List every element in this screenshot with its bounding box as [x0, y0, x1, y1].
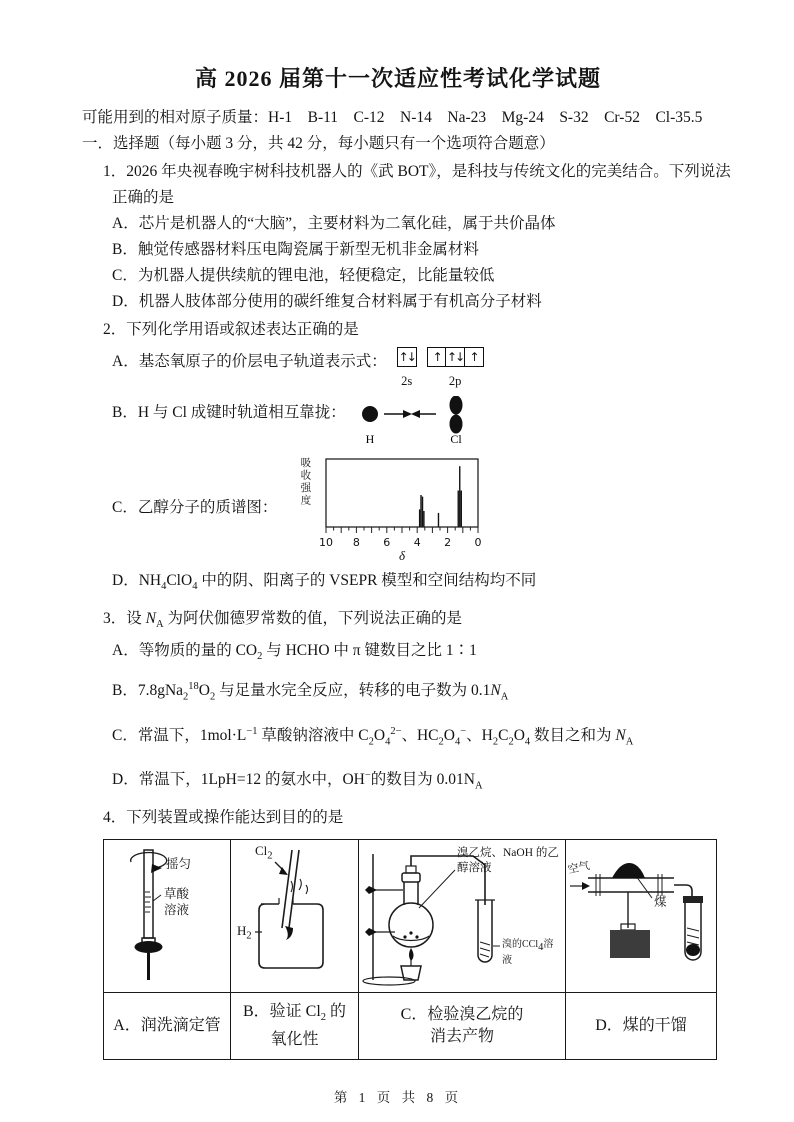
question-3-option-c: C．常温下，$1mol\cdot L^{-1}$ 草酸钠溶液中 $C_2O_4^{2-}$、$HC_2O_4^-$、$H_2C_2O_4$ 数目之和为 $N_A$ [112, 725, 634, 747]
svg-text:6: 6 [383, 536, 391, 549]
table-caption-b: B．验证 $Cl_2$ 的 氧化性 [231, 993, 359, 1060]
svg-text:4: 4 [414, 536, 422, 549]
label-cl2: $Cl_2$ [255, 843, 273, 862]
page-number: 第 1 页 共 8 页 [333, 1090, 463, 1106]
nmr-spectrum [291, 453, 488, 563]
page-title: 高 2026 届第十一次适应性考试化学试题 [194, 66, 601, 91]
label-bromoethane-naoh: 溴乙烷、NaOH 的乙醇溶液 [457, 847, 559, 875]
atomic-masses-line: 可能用到的相对原子质量：H-1 B-11 C-12 N-14 Na-23 Mg-24 S-32 Cr-52 Cl-35.5 [82, 109, 703, 126]
svg-text:8: 8 [353, 536, 361, 549]
question-3-option-b: B．$7.8gNa_2^{18}O_2$ 与足量水完全反应，转移的电子数为 $0.1N_A$ [112, 681, 509, 703]
label-coal: 煤 [654, 895, 667, 910]
spectrum-plot [318, 453, 488, 563]
coal-distillation-figure [566, 840, 716, 992]
option-label: B．H 与 Cl 成键时轨道相互靠拢： [112, 404, 346, 421]
svg-text:2: 2 [444, 536, 452, 549]
chlorine-hydrogen-figure [231, 840, 358, 992]
question-4-table [103, 839, 717, 1060]
question-2-option-d: D．$NH_4ClO_4$ 中的阴、阳离子的 VSEPR 模型和空间结构均不同 [112, 572, 537, 593]
question-2-option-b [112, 400, 744, 446]
orbital-box-2p-3: ↑ [464, 347, 484, 367]
burette-figure [104, 840, 230, 992]
question-1-stem: 1．2026 年央视春晚宇树科技机器人的《武 BOT》，是科技与传统文化的完美结合。下列说法正确的是 [103, 163, 731, 206]
question-1-option-a: A．芯片是机器人的“大脑”，主要材料为二氧化硅，属于共价晶体 [112, 215, 556, 232]
orbital-overlap-figure [356, 396, 486, 446]
atom-label-cl: Cl [450, 432, 462, 446]
question-1-option-b: B．触觉传感器材料压电陶瓷属于新型无机非金属材料 [112, 241, 479, 258]
option-label: C．乙醇分子的质谱图： [112, 499, 278, 516]
question-2-option-a [112, 349, 744, 394]
label-bromine-ccl4: 溴的CCl$_4$溶液 [502, 939, 554, 967]
label-swirl: 摇匀 [166, 857, 192, 872]
svg-text:δ: δ [399, 548, 406, 563]
table-caption-c: C．检验溴乙烷的 消去产物 [359, 993, 566, 1060]
label-h2: $H_2$ [237, 923, 252, 942]
elimination-apparatus-figure [359, 840, 565, 992]
question-3-stem: 3．设 $N_A$ 为阿伏伽德罗常数的值，下列说法正确的是 [103, 610, 462, 631]
orbital-label-2s: 2s [401, 374, 413, 388]
atom-label-h: H [365, 432, 375, 446]
orbital-box-2s: ↑↓ [397, 347, 417, 367]
table-caption-a: A．润洗滴定管 [104, 993, 231, 1060]
orbital-box-2p-1: ↑ [427, 347, 447, 367]
section-header: 一．选择题（每小题 3 分，共 42 分，每小题只有一个选项符合题意） [82, 135, 555, 152]
question-3-option-a: A．等物质的量的 $CO_2$ 与 HCHO 中 π 键数目之比 1∶1 [112, 642, 477, 663]
question-2-stem: 2．下列化学用语或叙述表达正确的是 [103, 321, 359, 338]
question-4-stem: 4．下列装置或操作能达到目的的是 [103, 809, 344, 827]
label-oxalic-solution: 草酸溶液 [164, 887, 190, 918]
question-2-option-c [112, 452, 744, 564]
question-1-option-d: D．机器人肢体部分使用的碳纤维复合材料属于有机高分子材料 [112, 293, 542, 310]
orbital-label-2p: 2p [448, 374, 462, 388]
table-caption-d: D．煤的干馏 [566, 993, 717, 1060]
question-3-option-d: D．常温下，1LpH=12 的氨水中，OH−的数目为 $0.01N_A$ [112, 769, 483, 792]
label-air: 空气 [566, 859, 591, 877]
orbital-diagram [397, 347, 484, 394]
question-1-option-c: C．为机器人提供续航的锂电池，轻便稳定，比能量较低 [112, 267, 495, 284]
svg-text:0: 0 [474, 536, 482, 549]
orbital-box-2p-2: ↑↓ [445, 347, 465, 367]
spectrum-y-axis-label: 吸收强度 [299, 457, 311, 507]
svg-text:10: 10 [319, 536, 334, 549]
option-label: A．基态氧原子的价层电子轨道表示式： [112, 353, 387, 370]
